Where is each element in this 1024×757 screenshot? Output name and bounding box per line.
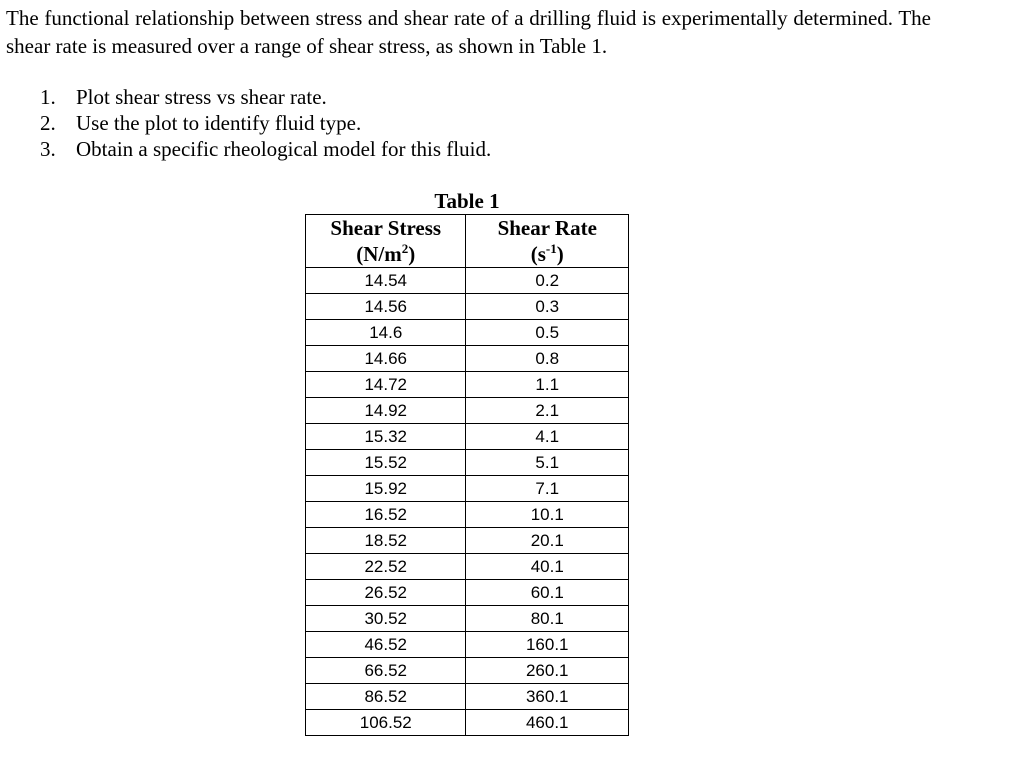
- table-row: [306, 606, 629, 632]
- task-text: Obtain a specific rheological model for this fluid.: [76, 137, 492, 161]
- shear-stress-cell: 22.52: [306, 554, 466, 580]
- table-header-row: [306, 215, 629, 268]
- task-text: Plot shear stress vs shear rate.: [76, 85, 327, 109]
- task-item: [40, 110, 491, 136]
- table-row: [306, 580, 629, 606]
- table-row: [306, 372, 629, 398]
- task-number: 1.: [40, 85, 56, 109]
- shear-rate-cell: 40.1: [466, 554, 629, 580]
- header-unit: $(N/m^2)$: [356, 241, 416, 266]
- shear-stress-cell: 26.52: [306, 580, 466, 606]
- shear-stress-cell: 14.6: [306, 320, 466, 346]
- task-number: 2.: [40, 111, 56, 135]
- task-item: [40, 84, 491, 110]
- shear-rate-cell: 0.3: [466, 294, 629, 320]
- shear-stress-cell: 14.66: [306, 346, 466, 372]
- shear-rate-cell: 7.1: [466, 476, 629, 502]
- shear-rate-cell: 80.1: [466, 606, 629, 632]
- table-row: [306, 268, 629, 294]
- shear-stress-cell: 46.52: [306, 632, 466, 658]
- shear-stress-cell: 14.92: [306, 398, 466, 424]
- header-unit: $(s^{-1})$: [530, 241, 564, 266]
- shear-stress-cell: 86.52: [306, 684, 466, 710]
- header-shear-stress: [306, 215, 466, 268]
- shear-stress-cell: 15.52: [306, 450, 466, 476]
- table-row: [306, 450, 629, 476]
- data-table: [305, 214, 629, 736]
- shear-rate-cell: 1.1: [466, 372, 629, 398]
- shear-stress-cell: 18.52: [306, 528, 466, 554]
- shear-rate-cell: 0.5: [466, 320, 629, 346]
- table-row: [306, 710, 629, 736]
- table-row: [306, 554, 629, 580]
- problem-statement: The functional relationship between stress and shear rate of a drilling fluid is experimentally determined. The shear rate is measured over a range of shear stress, as shown in Table 1.: [6, 6, 931, 58]
- shear-stress-cell: 16.52: [306, 502, 466, 528]
- shear-stress-cell: 15.92: [306, 476, 466, 502]
- table-row: [306, 528, 629, 554]
- shear-rate-cell: 10.1: [466, 502, 629, 528]
- shear-rate-cell: 0.2: [466, 268, 629, 294]
- task-item: [40, 136, 491, 162]
- shear-rate-cell: 0.8: [466, 346, 629, 372]
- table-row: [306, 658, 629, 684]
- task-text: Use the plot to identify fluid type.: [76, 111, 362, 135]
- shear-rate-cell: 160.1: [466, 632, 629, 658]
- table-row: [306, 294, 629, 320]
- table-row: [306, 632, 629, 658]
- shear-rate-cell: 20.1: [466, 528, 629, 554]
- header-name: Shear Rate: [497, 216, 597, 240]
- table-row: [306, 346, 629, 372]
- task-number: 3.: [40, 137, 56, 161]
- shear-rate-cell: 5.1: [466, 450, 629, 476]
- shear-rate-cell: 2.1: [466, 398, 629, 424]
- shear-stress-cell: 106.52: [306, 710, 466, 736]
- shear-stress-cell: 14.54: [306, 268, 466, 294]
- shear-stress-cell: 30.52: [306, 606, 466, 632]
- shear-stress-cell: 15.32: [306, 424, 466, 450]
- table-body: [306, 268, 629, 736]
- table-row: [306, 684, 629, 710]
- task-list: [40, 84, 491, 162]
- shear-rate-cell: 360.1: [466, 684, 629, 710]
- table-caption: Table 1: [434, 189, 500, 213]
- shear-rate-cell: 4.1: [466, 424, 629, 450]
- shear-rate-cell: 460.1: [466, 710, 629, 736]
- header-name: Shear Stress: [330, 216, 442, 240]
- table-row: [306, 320, 629, 346]
- table-row: [306, 398, 629, 424]
- table-row: [306, 424, 629, 450]
- shear-stress-cell: 14.72: [306, 372, 466, 398]
- table-row: [306, 476, 629, 502]
- shear-stress-cell: 14.56: [306, 294, 466, 320]
- shear-stress-cell: 66.52: [306, 658, 466, 684]
- shear-rate-cell: 60.1: [466, 580, 629, 606]
- header-shear-rate: [466, 215, 629, 268]
- shear-rate-cell: 260.1: [466, 658, 629, 684]
- table-row: [306, 502, 629, 528]
